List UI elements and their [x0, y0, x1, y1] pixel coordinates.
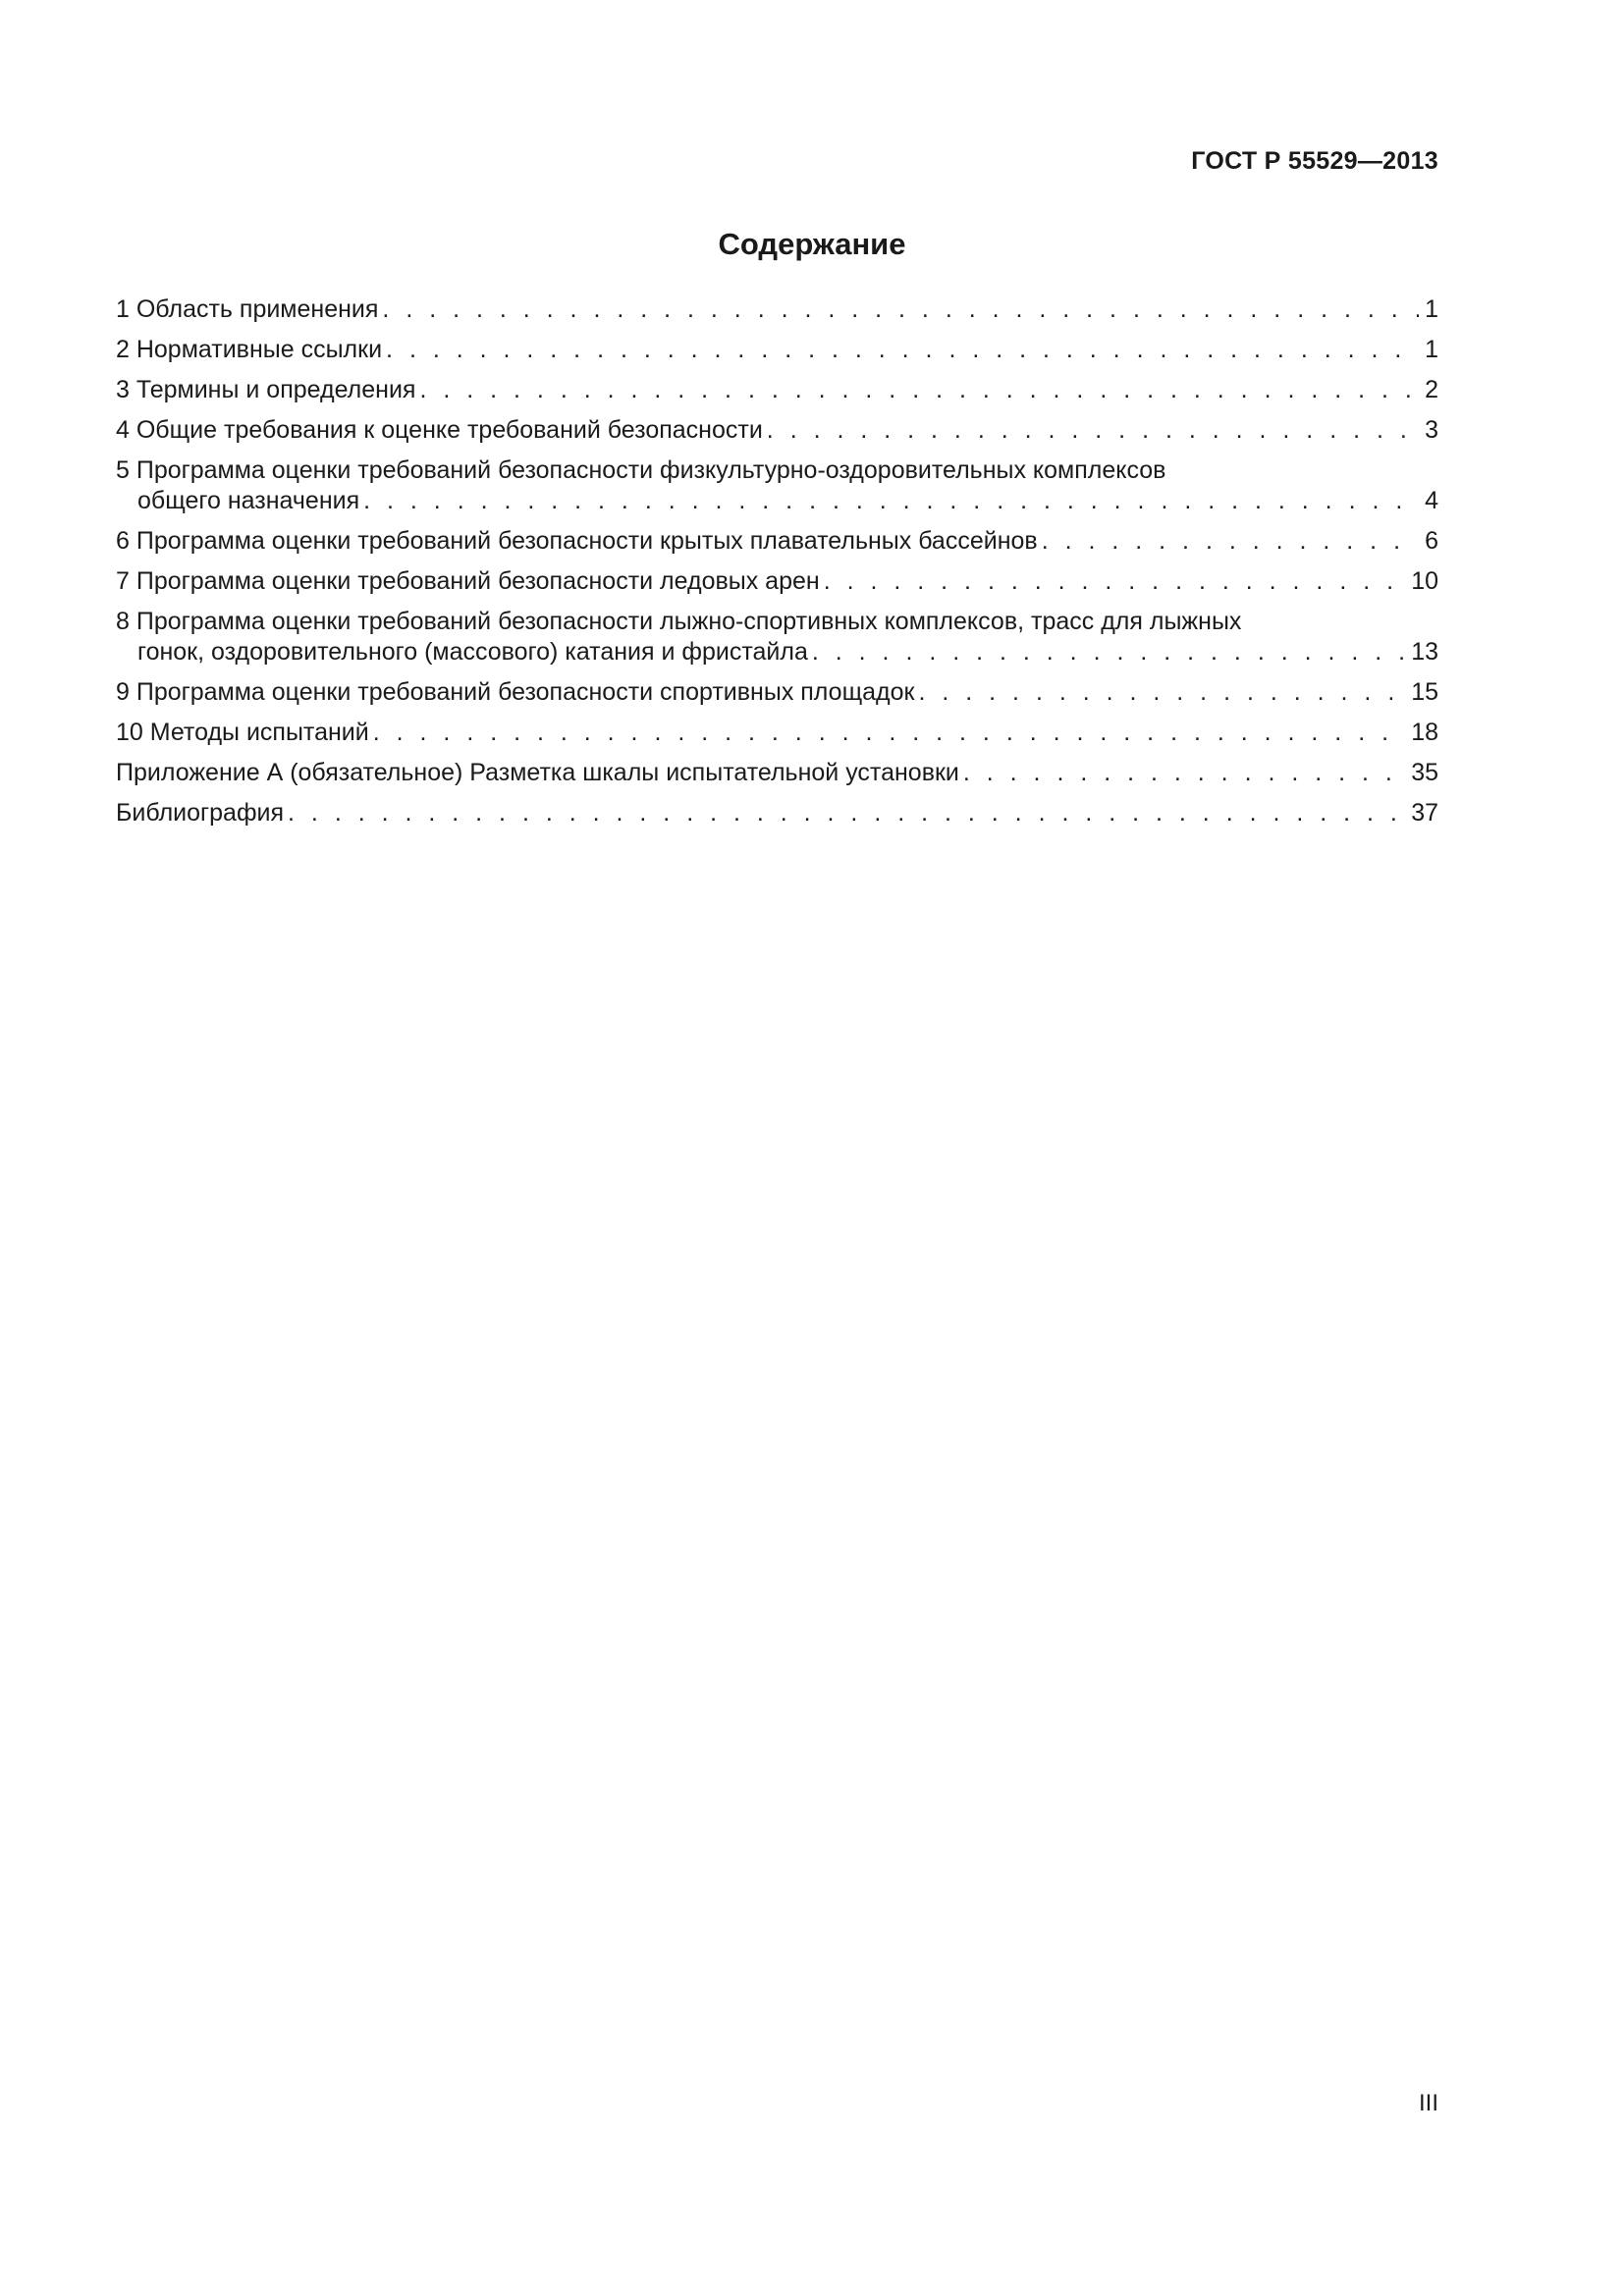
toc-entry-page: 3 — [1425, 416, 1438, 444]
toc-leader-dots — [386, 335, 1419, 365]
toc-entry-label: 1 Область применения — [116, 295, 379, 323]
toc-leader-dots — [382, 294, 1419, 325]
toc-entry[interactable] — [116, 798, 1438, 828]
toc-entry[interactable] — [116, 335, 1438, 365]
toc-entry-page: 6 — [1425, 527, 1438, 555]
toc-leader-dots — [824, 566, 1405, 597]
toc-leader-dots — [918, 677, 1405, 708]
page-number: III — [1418, 2090, 1438, 2116]
toc-entry-label: Библиография — [116, 799, 285, 827]
toc-entry-label: 3 Термины и определения — [116, 376, 416, 403]
toc-leader-dots — [963, 758, 1405, 788]
toc-leader-dots — [363, 486, 1419, 516]
toc-entry[interactable] — [116, 718, 1438, 748]
toc-leader-dots — [767, 415, 1419, 446]
toc-entry-label: общего назначения — [137, 487, 360, 514]
table-of-contents — [116, 294, 1438, 838]
toc-entry-label: 4 Общие требования к оценке требований безопасности — [116, 416, 763, 444]
toc-entry-page: 2 — [1425, 376, 1438, 403]
toc-entry-label: 7 Программа оценки требований безопасности ледовых арен — [116, 567, 820, 595]
toc-entry-label: 6 Программа оценки требований безопасности крытых плавательных бассейнов — [116, 527, 1038, 555]
toc-entry-page: 1 — [1425, 295, 1438, 323]
toc-title: Содержание — [718, 227, 906, 261]
toc-entry-label: 10 Методы испытаний — [116, 719, 369, 746]
toc-entry[interactable] — [116, 607, 1438, 667]
toc-entry[interactable] — [116, 758, 1438, 788]
toc-leader-dots — [812, 637, 1405, 667]
toc-entry-label-line1: 5 Программа оценки требований безопасности физкультурно-оздоровительных комплексов — [116, 456, 1166, 484]
toc-leader-dots — [373, 718, 1405, 748]
toc-entry-page: 4 — [1425, 487, 1438, 514]
toc-entry[interactable] — [116, 526, 1438, 557]
document-code: ГОСТ Р 55529—2013 — [1191, 147, 1438, 175]
toc-entry[interactable] — [116, 677, 1438, 708]
toc-entry-label-line1: 8 Программа оценки требований безопасности лыжно-спортивных комплексов, трасс для лыжных — [116, 608, 1242, 635]
toc-leader-dots — [1042, 526, 1419, 557]
toc-entry[interactable] — [116, 415, 1438, 446]
toc-entry-page: 15 — [1411, 678, 1438, 706]
toc-entry-page: 18 — [1411, 719, 1438, 746]
toc-entry-page: 13 — [1411, 638, 1438, 666]
toc-entry[interactable] — [116, 566, 1438, 597]
toc-leader-dots — [419, 375, 1419, 405]
toc-entry[interactable] — [116, 294, 1438, 325]
toc-entry[interactable] — [116, 455, 1438, 516]
toc-entry-page: 10 — [1411, 567, 1438, 595]
toc-entry-label: 2 Нормативные ссылки — [116, 336, 383, 363]
toc-entry-label: Приложение А (обязательное) Разметка шкалы испытательной установки — [116, 759, 959, 786]
toc-entry-page: 37 — [1411, 799, 1438, 827]
toc-entry-label: 9 Программа оценки требований безопасности спортивных площадок — [116, 678, 915, 706]
toc-leader-dots — [288, 798, 1405, 828]
toc-entry-page: 35 — [1411, 759, 1438, 786]
toc-entry[interactable] — [116, 375, 1438, 405]
toc-entry-page: 1 — [1425, 336, 1438, 363]
toc-entry-label: гонок, оздоровительного (массового) катания и фристайла — [137, 638, 808, 666]
